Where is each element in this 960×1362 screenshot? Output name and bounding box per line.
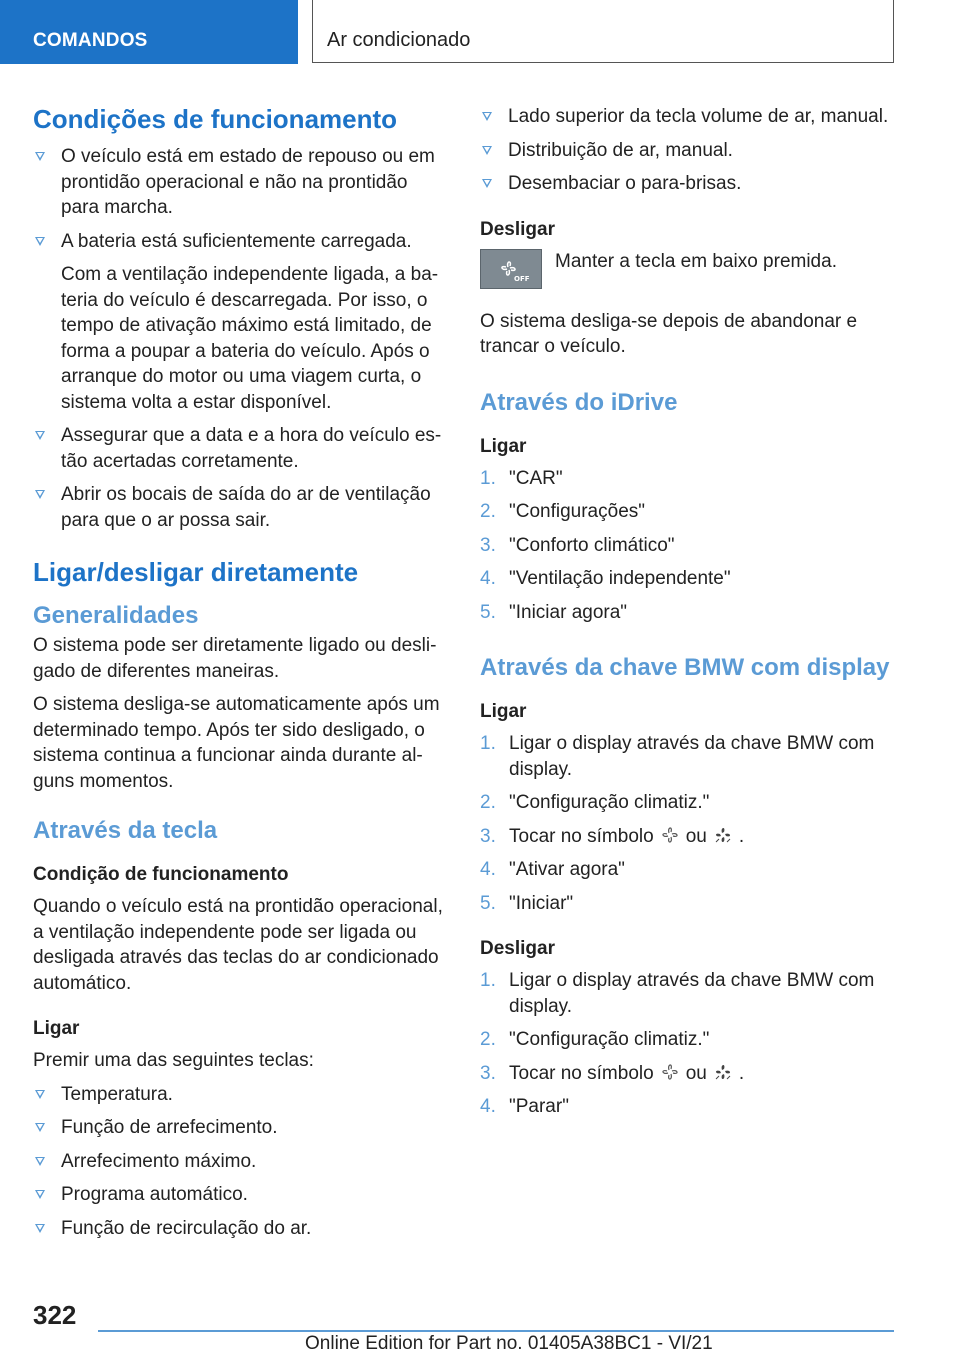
bullet-triangle-icon bbox=[35, 1123, 45, 1132]
paragraph: Quando o veículo está na prontidão operacional, a ventilação independente pode ser ligada ou desligada através das teclas do ar condicionado automático. bbox=[33, 896, 443, 994]
subheading-idrive-on: Ligar bbox=[480, 435, 527, 457]
bullet-triangle-icon bbox=[482, 112, 492, 121]
heading-direct-onoff: Ligar/desligar diretamente bbox=[33, 557, 359, 587]
fan-filled-icon bbox=[713, 825, 733, 845]
heading-operating-conditions: Condições de funcionamento bbox=[33, 104, 398, 134]
heading-general: Generalidades bbox=[33, 602, 199, 629]
off-key-instruction: Manter a tecla em baixo premida. bbox=[555, 250, 837, 272]
footer-edition: Online Edition for Part no. 01405A38BC1 - VI/21 bbox=[305, 1333, 713, 1354]
heading-via-key: Através da tecla bbox=[33, 817, 218, 844]
bullet-triangle-icon bbox=[35, 1157, 45, 1166]
list-item: 5. "Iniciar agora" bbox=[480, 601, 628, 623]
header-title: Ar condicionado bbox=[327, 29, 471, 51]
list-item: 2. "Configurações" bbox=[480, 501, 646, 522]
paragraph: Premir uma das seguintes teclas: bbox=[33, 1050, 314, 1071]
list-item: O veículo está em estado de repouso ou em prontidão operacional e não na prontidão para marcha. bbox=[33, 144, 445, 221]
bullet-triangle-icon bbox=[35, 152, 45, 161]
heading-via-bmw-key: Através da chave BMW com display bbox=[480, 654, 890, 681]
list-item: 5. "Iniciar" bbox=[480, 892, 574, 914]
bullet-triangle-icon bbox=[35, 237, 45, 246]
list-item: 4. "Ativar agora" bbox=[480, 859, 625, 880]
fan-off-key-icon bbox=[480, 249, 542, 289]
page-number: 322 bbox=[33, 1300, 77, 1330]
subheading-on: Ligar bbox=[33, 1018, 80, 1039]
list-item: Arrefecimento máximo. bbox=[33, 1149, 445, 1175]
list-item: 1. Ligar o display através da chave BMW com display. bbox=[480, 970, 875, 1017]
bullet-triangle-icon bbox=[35, 1090, 45, 1099]
subheading-off: Desligar bbox=[480, 218, 555, 240]
bullet-triangle-icon bbox=[35, 431, 45, 440]
list-item: Temperatura. bbox=[33, 1082, 445, 1108]
header-title-box bbox=[312, 0, 894, 63]
svg-text:OFF: OFF bbox=[514, 274, 530, 283]
list-item: Abrir os bocais de saída do ar de ventilação para que o ar possa sair. bbox=[33, 482, 445, 533]
paragraph: O sistema desliga-se depois de abandonar e trancar o veículo. bbox=[480, 310, 858, 357]
left-column bbox=[33, 100, 445, 1241]
list-item: Assegurar que a data e a hora do veículo estão acertadas corretamente. bbox=[33, 423, 445, 474]
fan-filled-icon bbox=[713, 1062, 733, 1082]
list-item: 1. Ligar o display através da chave BMW com display. bbox=[480, 733, 875, 780]
list-item-note: Com a ventilação independente ligada, a bateria do veículo é descarregada. Por isso, o tempo de ativação máximo está limitado, de forma a poupar a bateria do veículo. Após o arranque do motor ou uma viagem curta, o sistema volta a estar disponível. bbox=[61, 264, 439, 413]
list-item: 3. Tocar no símbolo ou . bbox=[480, 825, 745, 847]
list-item: 2. "Configuração climatiz." bbox=[480, 792, 710, 813]
subheading-bmw-on: Ligar bbox=[480, 701, 527, 722]
bullet-triangle-icon bbox=[482, 179, 492, 188]
bullet-triangle-icon bbox=[35, 490, 45, 499]
list-item: Desembaciar o para-brisas. bbox=[480, 171, 900, 197]
bullet-triangle-icon bbox=[482, 146, 492, 155]
list-item: Lado superior da tecla volume de ar, manual. bbox=[480, 104, 900, 130]
list-item: Função de recirculação do ar. bbox=[33, 1216, 445, 1242]
bullet-triangle-icon bbox=[35, 1224, 45, 1233]
list-item: 1. "CAR" bbox=[480, 467, 563, 489]
list-item: 4. "Ventilação independente" bbox=[480, 568, 731, 589]
list-item: Distribuição de ar, manual. bbox=[480, 138, 900, 164]
header-section-tab bbox=[0, 0, 298, 64]
fan-outline-icon bbox=[660, 1062, 680, 1082]
list-item: 3. "Conforto climático" bbox=[480, 534, 675, 556]
bullet-triangle-icon bbox=[35, 1190, 45, 1199]
fan-outline-icon bbox=[660, 825, 680, 845]
footer-divider bbox=[98, 1330, 894, 1332]
paragraph: O sistema desliga-se automaticamente após um determinado tempo. Após ter sido desligado, o sistema continua a funcionar ainda durante alguns momentos. bbox=[33, 694, 440, 792]
list-item: 2. "Configuração climatiz." bbox=[480, 1029, 710, 1050]
heading-via-idrive: Através do iDrive bbox=[480, 388, 678, 416]
list-item: 4. "Parar" bbox=[480, 1096, 569, 1117]
off-key-row bbox=[480, 249, 900, 295]
subheading-operating-condition: Condição de funcionamento bbox=[33, 864, 289, 885]
header-section-label: COMANDOS bbox=[33, 30, 148, 51]
list-item: Programa automático. bbox=[33, 1182, 445, 1208]
list-item: 3. Tocar no símbolo ou . bbox=[480, 1062, 745, 1084]
list-item: Função de arrefecimento. bbox=[33, 1115, 445, 1141]
list-item: A bateria está suficientemente carregada. bbox=[33, 229, 445, 255]
paragraph: O sistema pode ser diretamente ligado ou desligado de diferentes maneiras. bbox=[33, 635, 437, 682]
right-column bbox=[480, 104, 900, 1120]
subheading-bmw-off: Desligar bbox=[480, 938, 555, 959]
